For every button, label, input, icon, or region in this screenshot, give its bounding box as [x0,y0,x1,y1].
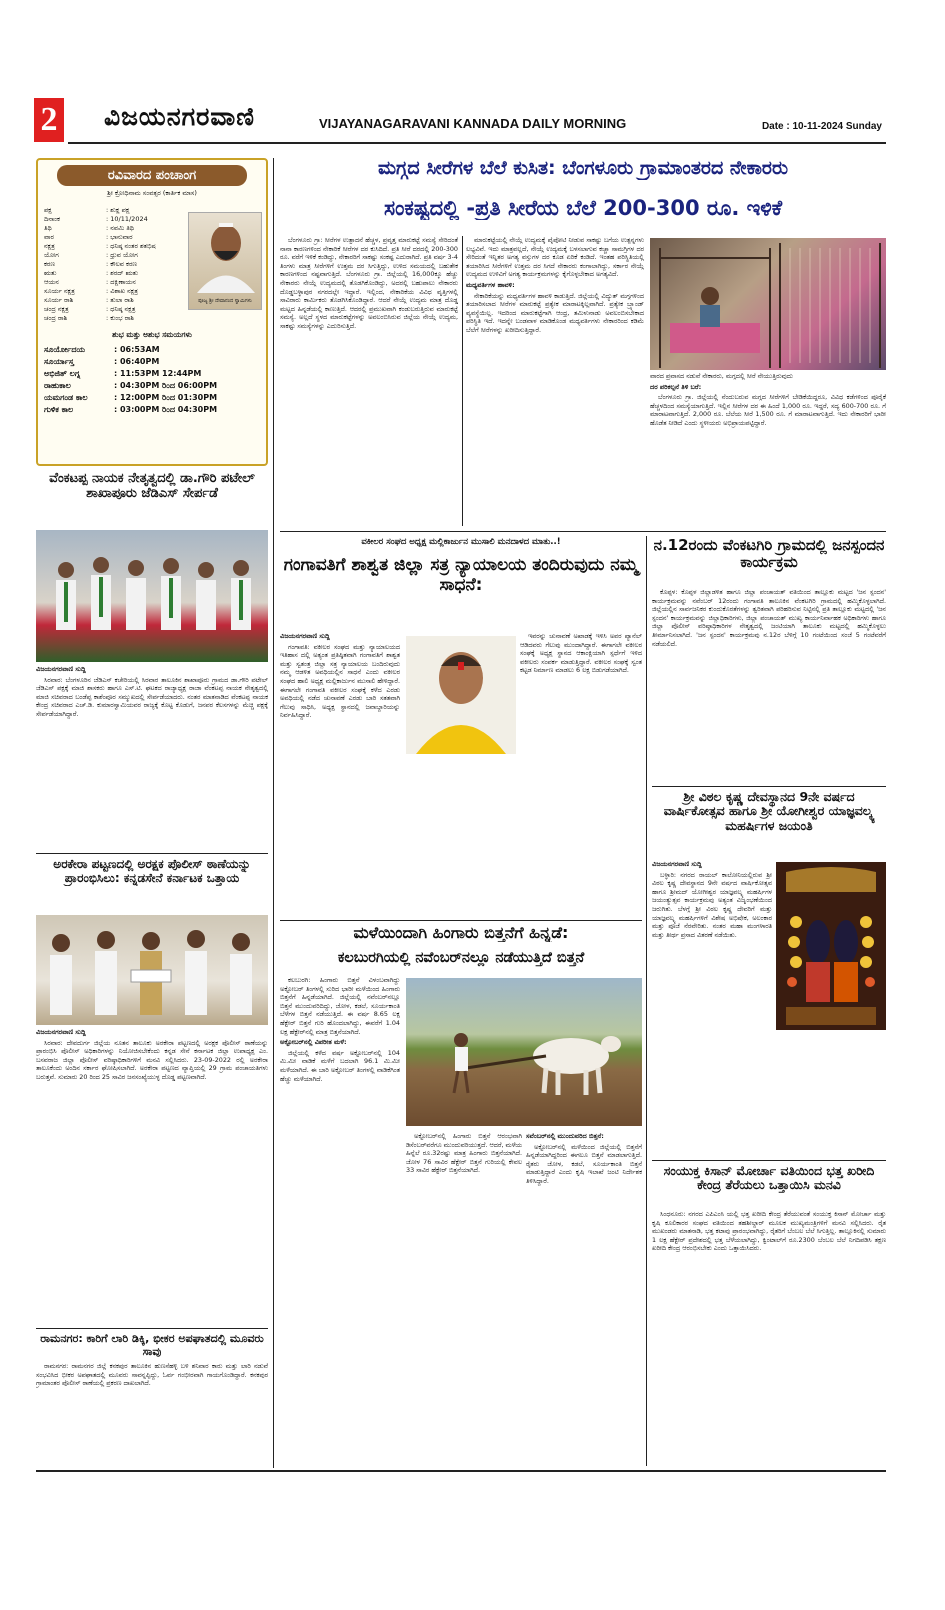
panchanga-row: ದಿನಾಂಕ : 10/11/2024 [44,215,148,223]
memo-submission-icon [36,915,268,1025]
masthead-rule [68,142,886,144]
subheading: ಸವೆಂಬರ್‌ನಲ್ಲಿ ಮುಂದುವರಿದ ಬಿತ್ತನೆ: [526,1132,604,1140]
left-story2-body [36,1028,268,1326]
masthead-title-english: VIJAYANAGARAVANI KANNADA DAILY MORNING [319,116,627,131]
divider [36,1328,268,1329]
timing-row: ಸೂರ್ಯೋದಯ : 06:53AM [44,345,160,354]
portrait-icon [406,636,516,754]
dateline: ವಿಜಯನಗರವಾಣಿ ಸುದ್ದಿ [36,665,86,673]
column-rule [462,236,463,526]
center-story1-col2 [520,632,642,916]
dateline: ವಿಜಯನಗರವಾಣಿ ಸುದ್ದಿ [36,1028,86,1036]
center-story1-kicker: ವಕೀಲರ ಸಂಘದ ಅಧ್ಯಕ್ಷ ಮಲ್ಲಿಕಾರ್ಜುನ ಮುಸಾಲಿ ಮನದಾಳದ ಮಾತು..! [361,537,561,547]
article-paragraph: ಸಿರವಾರ: ಬೆಂಗಳೂರಿನ ಜೆಡಿಎಸ್ ಕಚೇರಿಯಲ್ಲಿ ಸಿರವಾರ ತಾಲೂಕಿನ ಶಾಖಾಪೂರು ಗ್ರಾಮದ ಡಾ.ಗೌರಿ ಪಟೇಲ್ ಜೆಡಿಎಸ್ ಪಕ್ಷಕ್ಕೆ ಮಾಜಿ ಶಾಸಕರು ಹಾಗೂ ಎಸ್.ಟಿ. ಘಟಕದ ರಾಜ್ಯಾಧ್ಯಕ್ಷ ರಾಜಾ ವೆಂಕಟಪ್ಪ ನಾಯಕ ನೇತೃತ್ವದಲ್ಲಿ ಮಾಜಿ ಸಚಿವರಾದ ಬಂಡೆಪ್ಪ ಕಾಶೆಂಪೂರ ಸಮ್ಮುಖದಲ್ಲಿ ಸೇರ್ಪಡೆಯಾದರು. ನಂತರ ಮಾತನಾಡಿದ ವೆಂಕಟಪ್ಪ ನಾಯಕ ಕೇಂದ್ರ ಸಚಿವರಾದ ಎಚ್.ಡಿ. ಕುಮಾರಸ್ವಾಮಿಯವರ ರಾಜ್ಯಕ್ಕೆ ಕೊಟ್ಟ ಕೊಡುಗೆ, ಜನಪರ ಕೆಲಸಗಳನ್ನು ಮೆಚ್ಚಿ ಪಕ್ಷಕ್ಕೆ ಸೇರ್ಪಡೆಯಾಗಿದ್ದಾರೆ. [36,675,268,718]
timing-row: ಸೂರ್ಯಾಸ್ತ : 06:40PM [44,357,160,366]
left-story3-headline: ರಾಮನಗರ: ಕಾರಿಗೆ ಲಾರಿ ಡಿಕ್ಕಿ, ಭೀಕರ ಅಪಘಾತದಲ್ಲಿ ಮೂವರು ಸಾವು [40,1333,264,1358]
panchanga-row: ಸೂರ್ಯ ರಾಶಿ : ತುಲಾ ರಾಶಿ [44,296,134,304]
panchanga-row: ನಕ್ಷತ್ರ : ಧನಿಷ್ಠ ನಂತರ ಶತಭಿಷ [44,242,156,250]
temple-deity-icon [776,862,886,1030]
article-paragraph: ಅಕ್ಟೋಬರ್‌ನಲ್ಲಿ ಹಿಂಗಾರು ಬಿತ್ತನೆ ಆರಂಭವಾಗಿ ಡಿಸೆಂಬರ್‌ವರೆಗೂ ಮುಂದುವರಿಯುತ್ತದೆ. ಆದರೆ, ಮಳೆಯ ಹಿನ್ನೆಲೆ ರೂ.32ರಷ್ಟು ಮಾತ್ರ ಹಿಂಗಾರು ಬಿತ್ತನೆಯಾಗಿದೆ. ಜೋಳ 76 ಸಾವಿರ ಹೆಕ್ಟೇರ್ ಬಿತ್ತನೆ ಗುರಿಯಲ್ಲಿ ಕೇವಲ 33 ಸಾವಿರ ಹೆಕ್ಟೇರ್ ಬಿತ್ತನೆಯಾಗಿದೆ. [406,1132,522,1175]
main-story-col1 [280,236,458,526]
center-story2-col3 [526,1132,642,1466]
center-story2-subheadline: ಕಲಬುರಗಿಯಲ್ಲಿ ನವೆಂಬರ್‌ನಲ್ಲೂ ನಡೆಯುತ್ತಿದೆ ಬಿತ್ತನೆ [337,950,585,966]
swamiji-photo [188,212,262,310]
article-paragraph: ಬೆಂಗಳೂರು ಗ್ರಾ: ಸೀರೆಗಳ ಉತ್ಪಾದನೆ ಹೆಚ್ಚಳ, ಪ್ರವೃತ್ತ ಮಾರುಕಟ್ಟೆ ಸಮಸ್ಯೆ ಸೇರಿದಂತೆ ನಾನಾ ಕಾರಣಗಳಿಂದ ನೇಕಾರಿಕೆ ಸೀರೆಗಳ ದರ ಕುಸಿದಿದೆ. ಪ್ರತಿ ಸೀರೆ ದರದಲ್ಲಿ 200-300 ರೂ. ವರೆಗೆ ಇಳಿಕೆ ಕಂಡಿದ್ದು, ನೇಕಾರರಿಗೆ ಸಾಕಷ್ಟು ಸಂಕಷ್ಟ ಎದುರಾಗಿದೆ. ಪ್ರತಿ ವರ್ಷ 3-4 ತಿಂಗಳು ಮಾತ್ರ ಸೀರೆಗಳಿಗೆ ಉತ್ತಮ ದರ ಸಿಗುತ್ತಿದ್ದು, ಉಳಿದ ಸಮಯದಲ್ಲಿ ಬಹುತೇಕ ಕಾರಣಗಳಿಂದ ನಷ್ಟವಾಗುತ್ತಿದೆ. ಬೆಂಗಳೂರು ಗ್ರಾ. ಜಿಲ್ಲೆಯಲ್ಲಿ 16,000ಕ್ಕೂ ಹೆಚ್ಚು ನೇಕಾರರು ನೇಯ್ಗೆ ಉದ್ಯಮದಲ್ಲಿ ತೊಡಗಿಕೊಂಡಿದ್ದು, ಅದರಲ್ಲಿ ಬಹುಪಾಲು ನೇಕಾರರು ದೊಡ್ಡಬಳ್ಳಾಪುರ ನಗರದಲ್ಲೇ ಇದ್ದಾರೆ. ಇಲ್ಲಿಂದ, ನೇಕಾರಿಕೆಯ ವಿವಿಧ ವೃತ್ತಿಗಳಲ್ಲಿ ಸಾವಿರಾರು ಕಾರ್ಮಿಕರು ತೊಡಗಿಸಿಕೊಂಡಿದ್ದಾರೆ. ಆದರೆ ನೇಯ್ಗೆ ಉದ್ಯಮ ಮಾತ್ರ ದೊಡ್ಡ ಮಟ್ಟದ ಹಿನ್ನಡೆಯಲ್ಲಿ ಕಾಣುತ್ತಿದೆ. ಆದರಲ್ಲಿ ಪ್ರಮುಖವಾಗಿ ಕಂಡುಬರುತ್ತಿರುವ ಮಾರುಕಟ್ಟೆ ಸಮಸ್ಯೆ. ಅಲ್ಲದೆ ಸ್ಥಳದ ಮಾರುಕಟ್ಟೆಗಳನ್ನು ಅವಲಂಬಿಸಿರುವ ಜಿಲ್ಲೆಯ ನೇಯ್ಗೆ ಉದ್ಯಮ, ಸಾಕಷ್ಟು ಸಮಸ್ಯೆಗಳನ್ನು ಎದುರಿಸುತ್ತಿದೆ. [280,236,458,330]
panchanga-row: ಸೂರ್ಯ ನಕ್ಷತ್ರ : ವಿಶಾಖ ನಕ್ಷತ್ರ [44,287,138,295]
article-paragraph: ಕೊಪ್ಪಳ: ಕೊಪ್ಪಳ ಜಿಲ್ಲಾಡಳಿತ ಹಾಗೂ ಜಿಲ್ಲಾ ಪಂಚಾಯತ್ ವತಿಯಿಂದ ತಾಲ್ಲೂಕು ಮಟ್ಟದ 'ಜನ ಸ್ಪಂದನ' ಕಾರ್ಯಕ್ರಮವನ್ನು ನವೆಂಬರ್ 12ರಂದು ಗಂಗಾವತಿ ತಾಲೂಕಿನ ವೆಂಕಟಗಿರಿ ಗ್ರಾಮದಲ್ಲಿ ಹಮ್ಮಿಕೊಳ್ಳಲಾಗಿದೆ. ಜಿಲ್ಲೆಯಲ್ಲಿನ ಸಾರ್ವಜನಿಕರ ಕುಂದುಕೊರತೆಗಳನ್ನು ತ್ವರಿತವಾಗಿ ಪರಿಹರಿಸುವ ನಿಟ್ಟಿನಲ್ಲಿ ಪ್ರತಿ ತಾಲ್ಲೂಕು ಮಟ್ಟದಲ್ಲಿ 'ಜನ ಸ್ಪಂದನ' ಕಾರ್ಯಕ್ರಮವನ್ನು ಜಿಲ್ಲಾಧಿಕಾರಿಗಳು, ಜಿಲ್ಲಾ ಪಂಚಾಯತ್ ಮುಖ್ಯ ಕಾರ್ಯನಿರ್ವಾಹಕ ಅಧಿಕಾರಿಗಳು ಹಾಗೂ ಜಿಲ್ಲಾ ಪೊಲೀಸ್ ವರಿಷ್ಠಾಧಿಕಾರಿಗಳ ನೇತೃತ್ವದಲ್ಲಿ ಜಂಟಿಯಾಗಿ ತಾಲೂಕು ಮಟ್ಟದಲ್ಲಿ ಹಮ್ಮಿಕೊಳ್ಳಲು ತೀರ್ಮಾನಿಸಲಾಗಿದೆ. 'ಜನ ಸ್ಪಂದನ' ಕಾರ್ಯಕ್ರಮವು ನ.12ರ ಬೆಳಿಗ್ಗೆ 10 ಗಂಟೆಯಿಂದ ಸಂಜೆ 5 ಗಂಟೆವರೆಗೆ ನಡೆಯಲಿದೆ. [652,588,886,648]
divider [280,920,642,921]
article-paragraph: ರಾಮನಗರ: ರಾಮನಗರ ಜಿಲ್ಲೆ ಕನಕಪುರ ತಾಲೂಕಿನ ಹುಣಸೆಹಳ್ಳಿ ಬಳಿ ಶನಿವಾರ ಕಾರು ಮತ್ತು ಲಾರಿ ನಡುವೆ ಸಂಭವಿಸಿದ ಭೀಕರ ಅಪಘಾತದಲ್ಲಿ ಮೂವರು ಸಾವನ್ನಪ್ಪಿದ್ದು, ಓರ್ವ ಗಂಭೀರವಾಗಿ ಗಾಯಗೊಂಡಿದ್ದಾರೆ. ಕನಕಪುರ ಗ್ರಾಮಾಂತರ ಪೊಲೀಸ್ ಠಾಣೆಯಲ್ಲಿ ಪ್ರಕರಣ ದಾಖಲಾಗಿದೆ. [36,1362,268,1388]
dateline: ವಿಜಯನಗರವಾಣಿ ಸುದ್ದಿ [652,860,702,868]
subheading: ಮಧ್ಯವರ್ತಿಗಳ ಹಾವಳಿ: [466,280,515,289]
masthead-date: Date : 10-11-2024 Sunday [761,121,882,132]
center-story2-col1 [280,976,400,1466]
masthead [34,96,886,152]
right-story1-headline: ನ.12ರಂದು ವೆಂಕಟಗಿರಿ ಗ್ರಾಮದಲ್ಲಿ ಜನಸ್ಪಂದನ ಕಾರ್ಯಕ್ರಮ [653,537,885,572]
weaver-loom-photo [650,238,886,370]
article-paragraph: ಗಂಗಾವತಿ: ವಕೀಲರ ಸಂಘದ ಮತ್ತು ನ್ಯಾಯಾಲಯದ ಇತಿಹಾಸ ದಲ್ಲಿ ಅತ್ಯಂತ ಪ್ರತಿಷ್ಠಿತವಾಗಿ ಗಂಗಾವತಿಗೆ ಶಾಶ್ವತ ಮತ್ತು ಸ್ವತಂತ್ರ ಜಿಲ್ಲಾ ಸತ್ರ ನ್ಯಾಯಾಲಯ ಬಂದಿರುವುದು ನಮ್ಮ ಆಡಳಿತ ಅವಧಿಯಲ್ಲಿನ ಸಾಧನೆ ಎಂದು ವಕೀಲರ ಸಂಘದ ಹಾಲಿ ಅಧ್ಯಕ್ಷ ಮಲ್ಲಿಕಾರ್ಜುನ ಮುಸಾಲಿ ಹೇಳಿದ್ದಾರೆ. ಈಗಾಗಲೇ ಗಂಗಾವತಿ ವಕೀಲರ ಸಂಘಕ್ಕೆ ಕಳೆದ ಎರಡು ಅವಧಿಯಲ್ಲಿ ನಡೆದ ಚುನಾವಣೆ ಎರಡು ಬಾರಿ ಸತತವಾಗಿ ಗೆಲುವು ಸಾಧಿಸಿ, ಅಧ್ಯಕ್ಷ ಸ್ಥಾನದಲ್ಲಿ ಜವಾಬ್ದಾರಿಯನ್ನು ನಿರ್ವಹಿಸಿದ್ದಾರೆ. [280,642,400,720]
article-paragraph: ಬಳ್ಳಾರಿ: ನಗರದ ರಾಯಲ್ ಕಾಲೋನಿಯಲ್ಲಿರುವ ಶ್ರೀ ವಿಠಲ ಕೃಷ್ಣ ದೇವಸ್ಥಾನದ 9ನೇ ವರ್ಷದ ವಾರ್ಷಿಕೋತ್ಸವ ಹಾಗೂ ಶ್ರೀಮದ್ ಯೋಗೀಶ್ವರ ಯಾಜ್ಞವಲ್ಕ್ಯ ಮಹರ್ಷಿಗಳ ಜಯಂತ್ಯುತ್ಸವ ಕಾರ್ಯಕ್ರಮವು ಅತ್ಯಂತ ವಿಜೃಂಭಣೆಯಿಂದ ಜರುಗಿತು. ಬೆಳಗ್ಗೆ ಶ್ರೀ ವಿಠಲ ಕೃಷ್ಣ ದೇವರಿಗೆ ಮತ್ತು ಯಾಜ್ಞವಲ್ಕ್ಯ ಮಹರ್ಷಿಗಳಿಗೆ ವಿಶೇಷ ಅಭಿಷೇಕ, ಅಲಂಕಾರ ಮತ್ತು ಪೂಜೆ ನೆರವೇರಿತು. ನಂತರ ಮಹಾ ಮಂಗಳಾರತಿ ಮತ್ತು ತೀರ್ಥ ಪ್ರಸಾದ ವಿತರಣೆ ನಡೆಯಿತು. [652,870,772,939]
timings-title: ಶುಭ ಮತ್ತು ಅಶುಭ ಸಮಯಗಳು [112,330,192,339]
main-story-col2 [466,236,644,526]
divider [280,531,886,532]
lawyer-portrait-photo [406,636,516,754]
main-headline-line1: ಮಗ್ಗದ ಸೀರೆಗಳ ಬೆಲೆ ಕುಸಿತ: ಬೆಂಗಳೂರು ಗ್ರಾಮಾಂತರದ ನೇಕಾರರು [377,158,789,179]
column-rule [646,536,647,1466]
left-story1-body [36,665,268,851]
panchanga-row: ಋತು : ಶರದ್ ಋತು [44,269,139,277]
panchanga-row: ಚಂದ್ರ ನಕ್ಷತ್ರ : ಧನಿಷ್ಠ ನಕ್ಷತ್ರ [44,305,136,313]
panchanga-row: ಪಕ್ಷ : ಶುಕ್ಲ ಪಕ್ಷ [44,206,130,214]
divider [652,1160,886,1161]
handloom-icon [650,238,886,370]
center-story2-headline: ಮಳೆಯಿಂದಾಗಿ ಹಿಂಗಾರು ಬಿತ್ತನೆಗೆ ಹಿನ್ನಡೆ: [353,924,569,942]
right-story1-body [652,588,886,782]
panchanga-row: ವಾರ : ಭಾನುವಾರ [44,233,133,241]
article-paragraph: ಕಲಬುರಗಿ: ಹಿಂಗಾರು ಬಿತ್ತನೆ ವಿಳಂಬವಾಗಿದ್ದು ಅಕ್ಟೋಬರ್ ತಿಂಗಳಲ್ಲಿ ಸುರಿದ ಭಾರೀ ಮಳೆಯಿಂದ ಹಿಂಗಾರು ಬಿತ್ತನೆಗೆ ಹಿನ್ನಡೆಯಾಗಿದೆ. ಜಿಲ್ಲೆಯಲ್ಲಿ ನವೆಂಬರ್‌ನಲ್ಲೂ ಬಿತ್ತನೆ ಮುಂದುವರಿದಿದ್ದು, ಜೋಳ, ಕಡಲೆ, ಸೂರ್ಯಕಾಂತಿ ಬೆಳೆಗಳ ಬಿತ್ತನೆ ನಡೆಯುತ್ತಿದೆ. ಈ ವರ್ಷ 8.65 ಲಕ್ಷ ಹೆಕ್ಟೇರ್ ಬಿತ್ತನೆ ಗುರಿ ಹೊಂದಲಾಗಿದ್ದು, ಈವರೆಗೆ 1.04 ಲಕ್ಷ ಹೆಕ್ಟೇರ್‌ನಲ್ಲಿ ಮಾತ್ರ ಬಿತ್ತನೆಯಾಗಿದೆ. [280,976,400,1036]
panchanga-rows [44,206,184,323]
panchanga-title: ರವಿವಾರದ ಪಂಚಾಂಗ [57,165,247,186]
subheading: ಅಕ್ಟೋಬರ್‌ನಲ್ಲಿ ವಿಪರೀತ ಮಳೆ: [280,1038,347,1047]
ploughing-field-photo [406,978,642,1126]
panchanga-box [36,158,268,466]
article-paragraph: ಮಾರುಕಟ್ಟೆಯಲ್ಲಿ ನೇಯ್ಗೆ ಉದ್ಯಮಕ್ಕೆ ಪೈಪೋಟಿ ನೀಡುವ ಸಾಕಷ್ಟು ಬಗೆಯ ಉತ್ಪನ್ನಗಳು ಲಭ್ಯವಿವೆ. ಇದು ಮಾತ್ರವಲ್ಲದೆ, ನೇಯ್ಗೆ ಉದ್ಯಮಕ್ಕೆ ಬಳಸಲಾಗುವ ಕಚ್ಚಾ ಸಾಮಗ್ರಿಗಳ ದರ ಸೇರಿದಂತೆ ಇನ್ನಿತರ ಅಗತ್ಯ ವಸ್ತುಗಳ ದರ ಕೂಡ ಏರಿಕೆ ಕಂಡಿದೆ. ಇಂತಹ ಪರಿಸ್ಥಿತಿಯಲ್ಲಿ ತಯಾರಿಸಿದ ಸೀರೆಗಳಿಗೆ ಉತ್ತಮ ದರ ಸಿಗದೆ ನೇಕಾರರು ಕಂಗಾಲಾಗಿದ್ದು, ಸರ್ಕಾರ ನೇಯ್ಗೆ ಉದ್ಯಮದ ಉಳಿವಿಗೆ ಅಗತ್ಯ ಕಾರ್ಯಕ್ರಮಗಳನ್ನು ಕೈಗೊಳ್ಳಬೇಕಾದ ಅಗತ್ಯವಿದೆ. [466,236,644,279]
left-story1-headline: ವೆಂಕಟಪ್ಪ ನಾಯಕ ನೇತೃತ್ವದಲ್ಲಿ ಡಾ.ಗೌರಿ ಪಟೇಲ್ ಶಾಖಾಪೂರು ಜೆಡಿಎಸ್ ಸೇರ್ಪಡೆ [49,472,255,501]
dateline: ವಿಜಯನಗರವಾಣಿ ಸುದ್ದಿ [280,632,330,640]
photo-caption: ವಾರದ ಪ್ರವಾಸದ ನಡುವೆ ನೇಕಾರರು, ಮಗ್ಗದಲ್ಲಿ ಸೀರೆ ನೇಯುತ್ತಿರುವುದು [650,372,793,380]
page-number: 2 [34,98,64,142]
panchanga-row: ಚಂದ್ರ ರಾಶಿ : ಕುಂಭ ರಾಶಿ [44,314,134,322]
article-paragraph: ಬೆಂಗಳೂರು ಗ್ರಾ. ಜಿಲ್ಲೆಯಲ್ಲಿ ನೆಂದುಬರುವ ಮಗ್ಗದ ಸೀರೆಗಳಿಗೆ ಬೇಡಿಕೆಯಿದ್ದರೂ, ವಿವಿಧ ಕಡೆಗಳಿಂದ ಪೂರೈಕೆ ಹೆಚ್ಚಳದಿಂದ ಸಮಸ್ಯೆಯಾಗುತ್ತಿದೆ. ಇಲ್ಲಿನ ಸೀರೆಗಳ ದರ ಈ ಹಿಂದೆ 1,000 ರೂ. ಇದ್ದರೆ, ಸದ್ಯ 600-700 ರೂ. ಗೆ ಮಾರಾಟವಾಗುತ್ತಿದೆ. 2,000 ರೂ. ಬೆಲೆಯ ಸೀರೆ 1,500 ರೂ. ಗೆ ಮಾರಾಟವಾಗುತ್ತಿದೆ. ಇದು ನೇಕಾರರಿಗೆ ಭಾರೀ ಹೊಡೆತ ನೀಡಿದೆ ಎಂದು ಸ್ಥಳೀಯರು ಅಭಿಪ್ರಾಯಪಟ್ಟಿದ್ದಾರೆ. [650,393,886,427]
center-story1-col1 [280,632,400,916]
article-paragraph: ಸಿರವಾರ: ದೇವದುರ್ಗ ಜಿಲ್ಲೆಯ ನೂತನ ತಾಲೂಕು ಅರಕೇರಾ ಪಟ್ಟಣದಲ್ಲಿ ಅರಕ್ಷಕ ಪೊಲೀಸ್ ಠಾಣೆಯನ್ನು ಪ್ರಾರಂಭಿಸಿ ಪೊಲೀಸ್ ಅಧಿಕಾರಿಗಳನ್ನು ನಿಯೋಜಿಸಬೇಕೆಂದು ಕನ್ನಡ ಸೇನೆ ಕರ್ನಾಟಕ ಜಿಲ್ಲಾ ಉಪಾಧ್ಯಕ್ಷ ಎಂ. ಬಸವರಾಜ ಜಿಲ್ಲಾ ಪೊಲೀಸ್ ವರಿಷ್ಠಾಧಿಕಾರಿಗಳಿಗೆ ಮನವಿ ಸಲ್ಲಿಸಿದರು. 23-09-2022 ರಲ್ಲಿ ಅರಕೇರಾ ತಾಲೂಕೆಂದು ಅಂದಿನ ಸರ್ಕಾರ ಘೋಷಿಸಲಾಗಿದೆ. ಅರಕೇರಾ ಪಟ್ಟಣದ ವ್ಯಾಪ್ತಿಯಲ್ಲಿ 29 ಗ್ರಾಮ ಪಂಚಾಯತಿಗಳು ಬರುತ್ತವೆ. ಸುಮಾರು 20 ರಿಂದ 25 ಸಾವಿರ ಜನಸಂಖ್ಯೆಯುಳ್ಳ ದೊಡ್ಡ ಪಟ್ಟಣವಾಗಿದೆ. [36,1038,268,1081]
divider [36,853,268,854]
main-headline-line2: ಸಂಕಷ್ಟದಲ್ಲಿ -ಪ್ರತಿ ಸೀರೆಯ ಬೆಲೆ 200-300 ರೂ. ಇಳಿಕೆ [383,196,783,220]
page-bottom-rule [36,1470,886,1472]
swamiji-caption: ಪೂಜ್ಯ ಶ್ರೀ ದೇವಾನಂದ ಸ್ವಾಮಿಗಳು [198,298,252,304]
masthead-title-kannada: ವಿಜಯನಗರವಾಣಿ [104,102,255,131]
timing-row: ಅಭಿಜಿತ್ ಲಗ್ನ : 11:53PM 12:44PM [44,369,202,378]
timing-row: ಯಮಗಂಡ ಕಾಲ : 12:00PM ರಿಂದ 01:30PM [44,393,218,402]
right-story3-body [652,1210,886,1466]
panchanga-samvatsara: ಶ್ರೀ ಕ್ರೋಧಿನಾಮ ಸಂವತ್ಸರ (ಕಾರ್ತಿಕ ಮಾಸ) [107,189,197,197]
farmer-with-ox-icon [406,978,642,1126]
main-story-col3 [650,372,886,526]
article-paragraph: ಇವರನ್ನು ಚುನಾವಣೆ ಅಖಾಡಕ್ಕೆ ಇಳಿಸಿ ಅವರ ಪ್ಯಾನೆಲ್ ಆಡಿದವರು ಗೆಲುವು ಮುಂದಾಗಿದ್ದಾರೆ. ಈಗಾಗಲೇ ವಕೀಲರ ಸಂಘಕ್ಕೆ ಅಧ್ಯಕ್ಷ ಸ್ಥಾನದ ಆಕಾಂಕ್ಷಿಯಾಗಿ ಸ್ಪರ್ಧೆಗೆ ಇಳಿದ ವಕೀಲರು ಸಂಪರ್ಕ ಮಾಡುತ್ತಿದ್ದಾರೆ. ವಕೀಲರ ಸಂಘಕ್ಕೆ ಸ್ವಂತ ಕಟ್ಟಡ ನಿರ್ಮಾಣ ಮಾಡಲು 6 ಲಕ್ಷ ಬಿಡುಗಡೆಯಾಗಿದೆ. [520,632,642,675]
right-story2-body-cont [652,1034,886,1160]
right-story2-headline: ಶ್ರೀ ವಿಠಲ ಕೃಷ್ಣ ದೇವಸ್ಥಾನದ 9ನೇ ವರ್ಷದ ವಾರ್ಷಿಕೋತ್ಸವ ಹಾಗೂ ಶ್ರೀ ಯೋಗೀಶ್ವರ ಯಾಜ್ಞವಲ್ಕ್ಯ ಮಹರ್ಷಿಗಳ ಜಯಂತಿ [663,790,875,833]
jds-joining-photo [36,530,268,662]
article-paragraph [652,1034,886,1043]
police-station-memo-photo [36,915,268,1025]
center-story2-col2 [406,1132,522,1466]
swamiji-portrait-icon [189,213,263,293]
center-story1-headline: ಗಂಗಾವತಿಗೆ ಶಾಶ್ವತ ಜಿಲ್ಲಾ ಸತ್ರ ನ್ಯಾಯಾಲಯ ತಂದಿರುವುದು ನಮ್ಮ ಸಾಧನೆ: [283,556,639,595]
divider [652,786,886,787]
panchanga-row: ಯೋಗ : ಧ್ರುವ ಯೋಗ [44,251,138,259]
article-paragraph: ನೇಕಾರಿಕೆಯನ್ನು ಮಧ್ಯವರ್ತಿಗಳ ಹಾವಳಿ ಕಾಡುತ್ತಿದೆ. ಜಿಲ್ಲೆಯಲ್ಲಿ ವಿದ್ಯುತ್ ಮಗ್ಗಗಳಿಂದ ತಯಾರಿಸಲಾದ ಸೀರೆಗಳ ಮಾರುಕಟ್ಟೆ ಪ್ರತ್ಯೇಕ ಮಾರಾಟಕ್ಕಿಲ್ಲವಾಗಿದೆ. ಪ್ರತ್ಯೇಕ ಬ್ರ್ಯಾಂಡ್ ವ್ಯವಸ್ಥೆಯಿಲ್ಲ. ಇದರಿಂದ ಮಾರುಕಟ್ಟೆಗಾಗಿ ಆಂಧ್ರ, ತಮಿಳುನಾಡು ಅವಲಂಬಿಸಬೇಕಾದ ಪರಿಸ್ಥಿತಿ ಇದೆ. ಇದನ್ನೇ ಬಂಡವಾಳ ಮಾಡಿಕೊಂಡ ಮಧ್ಯವರ್ತಿಗಳು ನೇಕಾರರಿಂದ ಕಡಿಮೆ ಬೆಲೆಗೆ ಸೀರೆಗಳನ್ನು ಖರೀದಿಸುತ್ತಿದ್ದಾರೆ. [466,291,644,334]
temple-idols-photo [776,862,886,1030]
timing-row: ರಾಹುಕಾಲ : 04:30PM ರಿಂದ 06:00PM [44,381,218,390]
timing-row: ಗುಳಿಕ ಕಾಲ : 03:00PM ರಿಂದ 04:30PM [44,405,218,414]
column-rule [273,158,274,1468]
article-paragraph: ಅಕ್ಟೋಬರ್‌ನಲ್ಲಿ ಮಳೆಯಿಂದ ಜಿಲ್ಲೆಯಲ್ಲಿ ಬಿತ್ತನೆಗೆ ಹಿನ್ನಡೆಯಾಗಿದ್ದರಿಂದ ಈಗಲೂ ಬಿತ್ತನೆ ಮಾಡಲಾಗುತ್ತಿದೆ. ರೈತರು ಜೋಳ, ಕಡಲೆ, ಸೂರ್ಯಕಾಂತಿ ಬಿತ್ತನೆ ಮಾಡುತ್ತಿದ್ದಾರೆ ಎಂದು ಕೃಷಿ ಇಲಾಖೆ ಜಂಟಿ ನಿರ್ದೇಶಕ ತಿಳಿಸಿದ್ದಾರೆ. [526,1142,642,1185]
left-story2-headline: ಅರಕೇರಾ ಪಟ್ಟಣದಲ್ಲಿ ಅರಕ್ಷಕ ಪೊಲೀಸ್ ಠಾಣೆಯನ್ನು ಪ್ರಾರಂಭಿಸಿಲು: ಕನ್ನಡಸೇನೆ ಕರ್ನಾಟಕ ಒತ್ತಾಯ [53,858,251,885]
panchanga-row: ತಿಥಿ : ನವಮಿ ತಿಥಿ [44,224,134,232]
panchanga-row: ಆಯನ : ದಕ್ಷಿಣಾಯನ [44,278,136,286]
group-people-icon [36,530,268,662]
article-paragraph: ಸಿಂಧನೂರು: ನಗರದ ಎಪಿಎಂಸಿ ಯಲ್ಲಿ ಭತ್ತ ಖರೀದಿ ಕೇಂದ್ರ ತೆರೆಯುವಂತೆ ಸಂಯುಕ್ತ ಕಿಸಾನ್ ಮೋರ್ಚಾ ಮತ್ತು ಕೃಷಿ ಕೂಲಿಕಾರರ ಸಂಘದ ವತಿಯಿಂದ ತಹಶೀಲ್ದಾರ್ ಮೂಲಕ ಮುಖ್ಯಮಂತ್ರಿಗಳಿಗೆ ಮನವಿ ಸಲ್ಲಿಸಿದರು. ರೈತ ಮುಖಂಡರು ಮಾತನಾಡಿ, ಭತ್ತ ಕಟಾವು ಪ್ರಾರಂಭವಾಗಿದ್ದು, ರೈತರಿಗೆ ಬೆಂಬಲ ಬೆಲೆ ಸಿಗುತ್ತಿಲ್ಲ. ತಾಲ್ಲೂಕಿನಲ್ಲಿ ಸುಮಾರು 1 ಲಕ್ಷ ಹೆಕ್ಟೇರ್ ಪ್ರದೇಶದಲ್ಲಿ ಭತ್ತ ಬೆಳೆಯಲಾಗಿದ್ದು, ಕ್ವಿಂಟಾಲ್‌ಗೆ ರೂ.2300 ಬೆಂಬಲ ಬೆಲೆ ನಿಗದಿಪಡಿಸಿ ತಕ್ಷಣ ಖರೀದಿ ಕೇಂದ್ರ ಆರಂಭಿಸಬೇಕು ಎಂದು ಒತ್ತಾಯಿಸಿದರು. [652,1210,886,1253]
timings-list [44,344,264,416]
subheading: ದರ ಪರಿಕಲ್ಪನೆ ತಿಳಿ ಬರೆ: [650,382,702,391]
panchanga-row: ಕರಣ : ಕೌಲವ ಕರಣ [44,260,138,268]
left-story3-body [36,1362,268,1466]
right-story3-headline: ಸಂಯುಕ್ತ ಕಿಸಾನ್ ಮೋರ್ಚಾ ವತಿಯಿಂದ ಭತ್ತ ಖರೀದಿ ಕೇಂದ್ರ ತೆರೆಯಲು ಒತ್ತಾಯಿಸಿ ಮನವಿ [663,1164,875,1193]
article-paragraph: ಜಿಲ್ಲೆಯಲ್ಲಿ ಕಳೆದ ವರ್ಷ ಅಕ್ಟೋಬರ್‌ನಲ್ಲಿ 104 ಮಿ.ಮೀ ವಾಡಿಕೆ ಮಳೆಗೆ ಬದಲಾಗಿ 96.1 ಮಿ.ಮೀ ಮಳೆಯಾಗಿದೆ. ಈ ಬಾರಿ ಅಕ್ಟೋಬರ್ ತಿಂಗಳಲ್ಲಿ ವಾಡಿಕೆಗಿಂತ ಹೆಚ್ಚು ಮಳೆಯಾಗಿದೆ. [280,1048,400,1083]
